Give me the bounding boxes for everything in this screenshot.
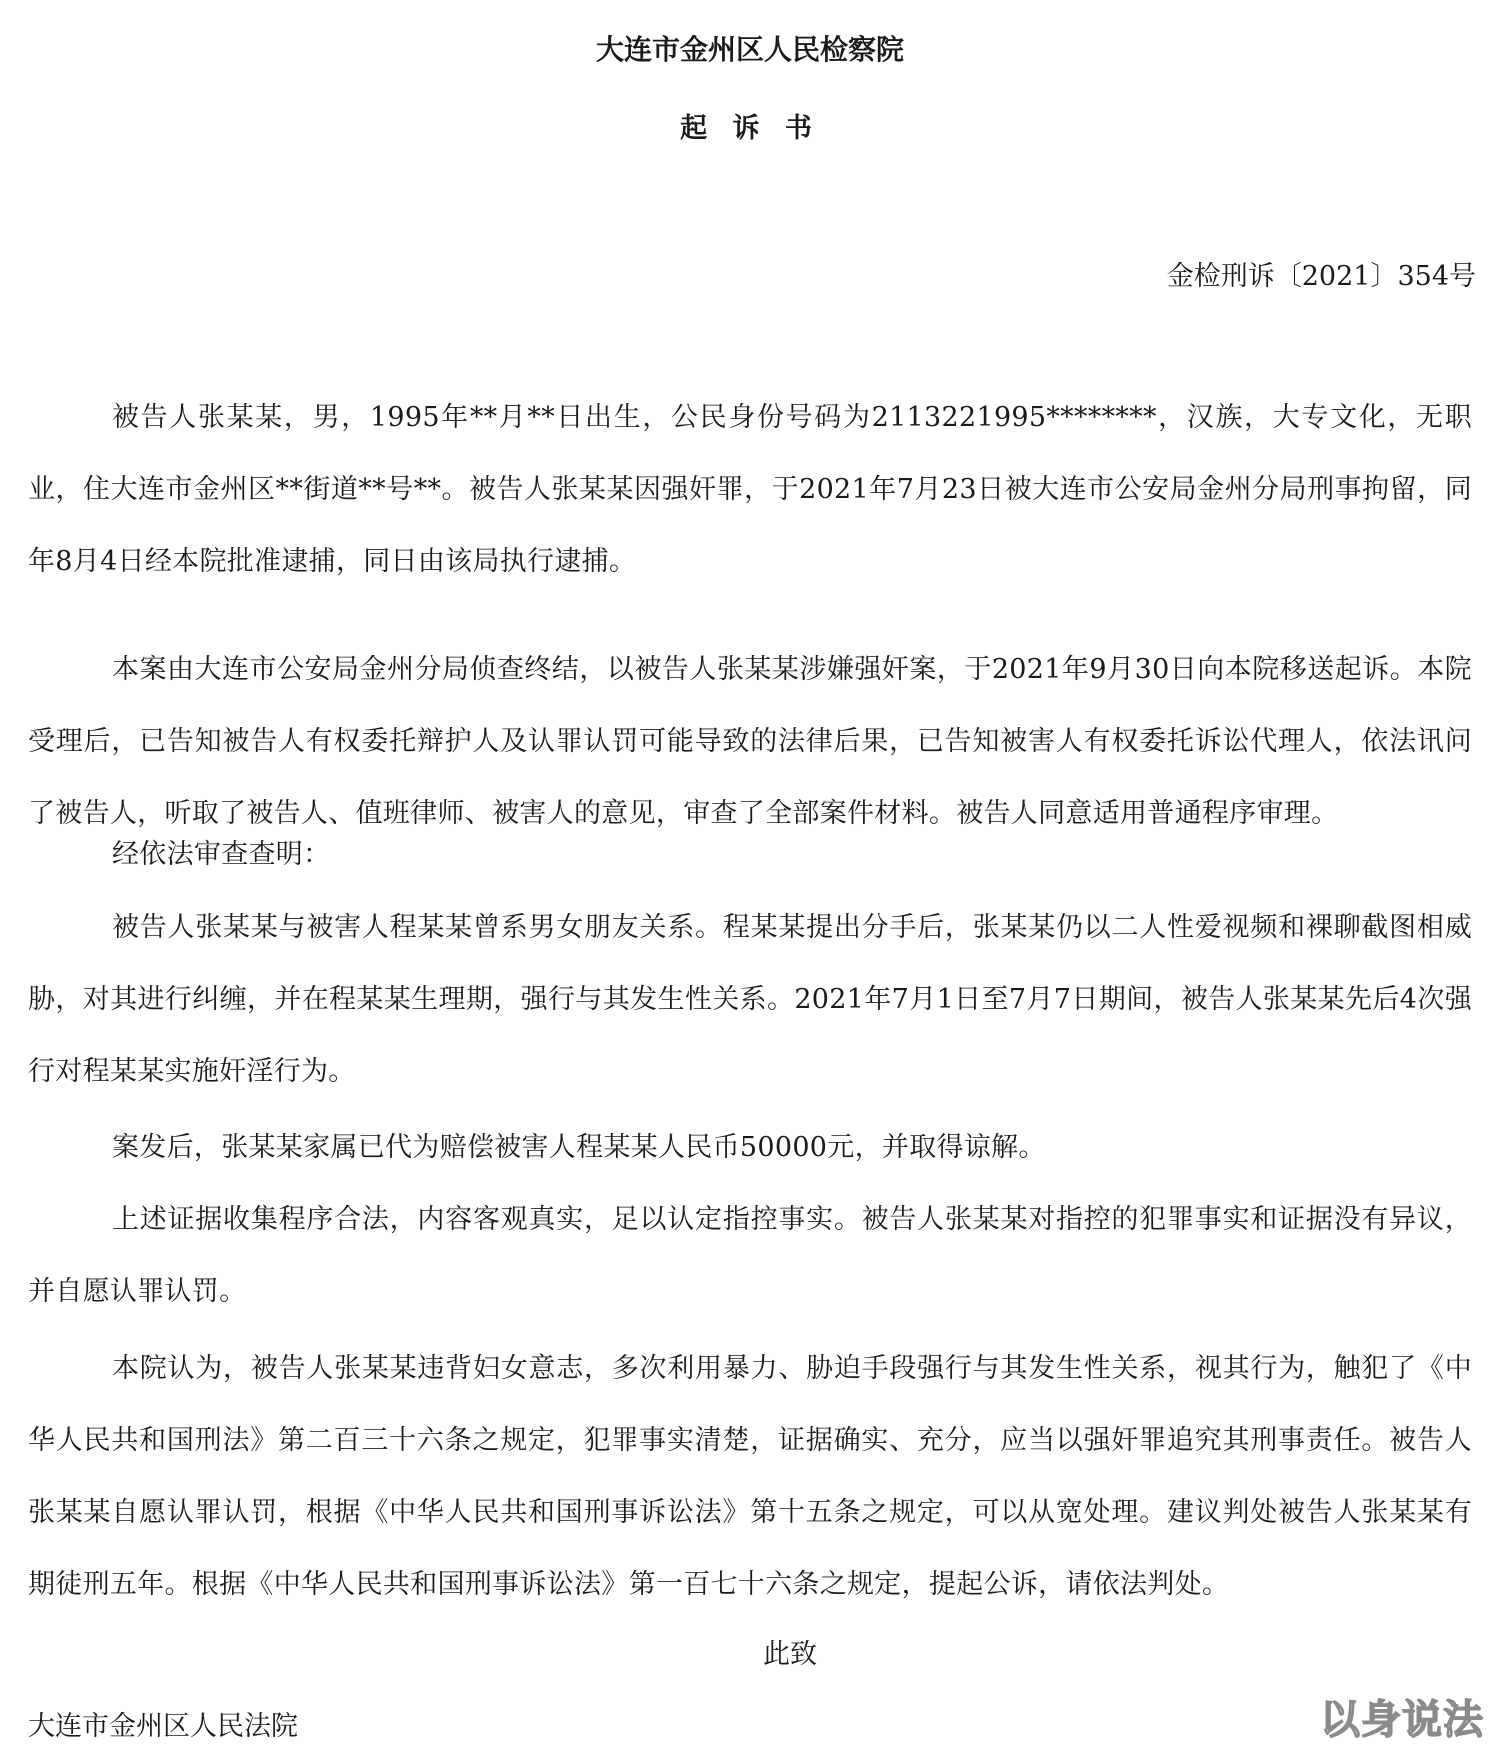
paragraph-compensation: 案发后，张某某家属已代为赔偿被害人程某某人民币50000元，并取得谅解。	[112, 1132, 1046, 1163]
paragraph-defendant-info: 被告人张某某，男，1995年**月**日出生，公民身份号码为2113221995********，汉族，大专文化，无职业，住大连市金州区**街道**号**。被告人张某某因强奸罪，于2021年7月23日被大连市公安局金州分局刑事拘留，同年8月4日经本院批准逮捕，同日由该局执行逮捕。	[28, 402, 1472, 577]
paragraph-findings-heading: 经依法审查查明：	[112, 839, 331, 870]
paragraph-conclusion: 本院认为，被告人张某某违背妇女意志，多次利用暴力、胁迫手段强行与其发生性关系，视其行为，触犯了《中华人民共和国刑法》第二百三十六条之规定，犯罪事实清楚，证据确实、充分，应当以强奸罪追究其刑事责任。被告人张某某自愿认罪认罚，根据《中华人民共和国刑事诉讼法》第十五条之规定，可以从宽处理。建议判处被告人张某某有期徒刑五年。根据《中华人民共和国刑事诉讼法》第一百七十六条之规定，提起公诉，请依法判处。	[28, 1353, 1472, 1600]
document-title: 起 诉 书	[680, 113, 820, 144]
paragraph-evidence: 上述证据收集程序合法，内容客观真实，足以认定指控事实。被告人张某某对指控的犯罪事实和证据没有异议，并自愿认罪认罚。	[28, 1204, 1472, 1307]
closing-salutation: 此致	[763, 1639, 817, 1670]
recipient-court: 大连市金州区人民法院	[28, 1711, 298, 1742]
paragraph-case-procedure: 本案由大连市公安局金州分局侦查终结，以被告人张某某涉嫌强奸案，于2021年9月30日向本院移送起诉。本院受理后，已告知被告人有权委托辩护人及认罪认罚可能导致的法律后果，已告知被害人有权委托诉讼代理人，依法讯问了被告人，听取了被告人、值班律师、被害人的意见，审查了全部案件材料。被告人同意适用普通程序审理。	[28, 654, 1472, 829]
document-number: 金检刑诉〔2021〕354号	[1166, 261, 1476, 292]
paragraph-facts: 被告人张某某与被害人程某某曾系男女朋友关系。程某某提出分手后，张某某仍以二人性爱视频和裸聊截图相威胁，对其进行纠缠，并在程某某生理期，强行与其发生性关系。2021年7月1日至7月7日期间，被告人张某某先后4次强行对程某某实施奸淫行为。	[28, 912, 1472, 1087]
organization-name: 大连市金州区人民检察院	[595, 33, 904, 66]
watermark-logo: 以身说法	[1320, 1697, 1484, 1743]
